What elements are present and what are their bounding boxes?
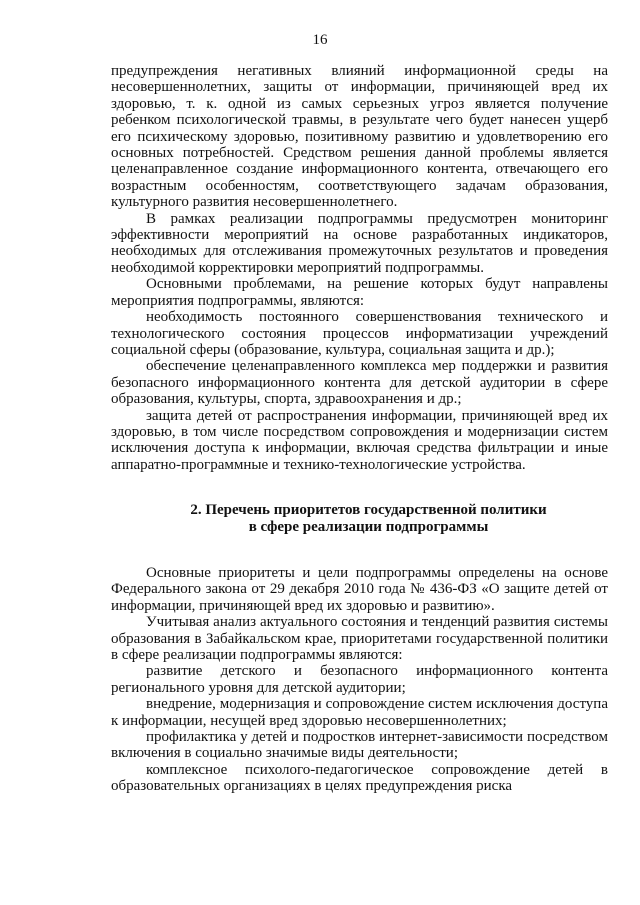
paragraph-continuation: предупреждения негативных влияний информационной среды на несовершеннолетних, защиты от информации, причиняющей вред их здоровью, т. к. одной из самых серьезных угроз является получение ребенком психологической травмы, в результате чего будет нанесен ущерб его психическому здоровью, позитивному развитию и удовлетворению его основных потребностей. Средством решения данной проблемы является целенаправленное создание информационного контента, отвечающего его возрастным особенностям, соответствующего задачам образования, культурного развития несовершеннолетнего. [111, 63, 608, 211]
section-heading-line-2: в сфере реализации подпрограммы [248, 518, 489, 535]
paragraph-problem-protection: защита детей от распространения информации, причиняющей вред их здоровью, в том числе посредством сопровождения и модернизации систем исключения доступа к информации, включая средства фильтрации и иные аппаратно-программные и технико-технологические устройства. [111, 407, 608, 473]
paragraph-priorities-basis: Основные приоритеты и цели подпрограммы определены на основе Федерального закона от 29 декабря 2010 года № 436-ФЗ «О защите детей от информации, причиняющей вред их здоровью и развитию». [111, 564, 608, 614]
spacer [111, 473, 608, 502]
paragraph-priority-prevention: профилактика у детей и подростков интернет-зависимости посредством включения в социально значимые виды деятельности; [111, 729, 608, 762]
spacer [111, 535, 608, 565]
paragraph-monitoring: В рамках реализации подпрограммы предусмотрен мониторинг эффективности мероприятий на основе разработанных индикаторов, необходимых для отслеживания промежуточных результатов и проведения необходимой корректировки мероприятий подпрограммы. [111, 210, 608, 276]
paragraph-priority-support: комплексное психолого-педагогическое сопровождение детей в образовательных организациях в целях предупреждения риска [111, 761, 608, 795]
section-heading-line-1: 2. Перечень приоритетов государственной политики [190, 502, 547, 519]
document-body [111, 63, 608, 795]
paragraph-priority-systems: внедрение, модернизация и сопровождение систем исключения доступа к информации, несущей вред здоровью несовершеннолетних; [111, 696, 608, 729]
page-number: 16 [312, 32, 328, 48]
paragraph-priorities-intro: Учитывая анализ актуального состояния и тенденций развития системы образования в Забайкальском крае, приоритетами государственной политики в сфере реализации подпрограммы являются: [111, 614, 608, 663]
paragraph-problems-intro: Основными проблемами, на решение которых будут направлены мероприятия подпрограммы, являются: [111, 276, 608, 309]
paragraph-problem-technical: необходимость постоянного совершенствования технического и технологического состояния процессов информатизации учреждений социальной сферы (образование, культура, социальная защита и др.); [111, 309, 608, 358]
paragraph-problem-content: обеспечение целенаправленного комплекса мер поддержки и развития безопасного информационного контента для детской аудитории в сфере образования, культуры, спорта, здравоохранения и др.; [111, 358, 608, 408]
paragraph-priority-content: развитие детского и безопасного информационного контента регионального уровня для детской аудитории; [111, 663, 608, 696]
